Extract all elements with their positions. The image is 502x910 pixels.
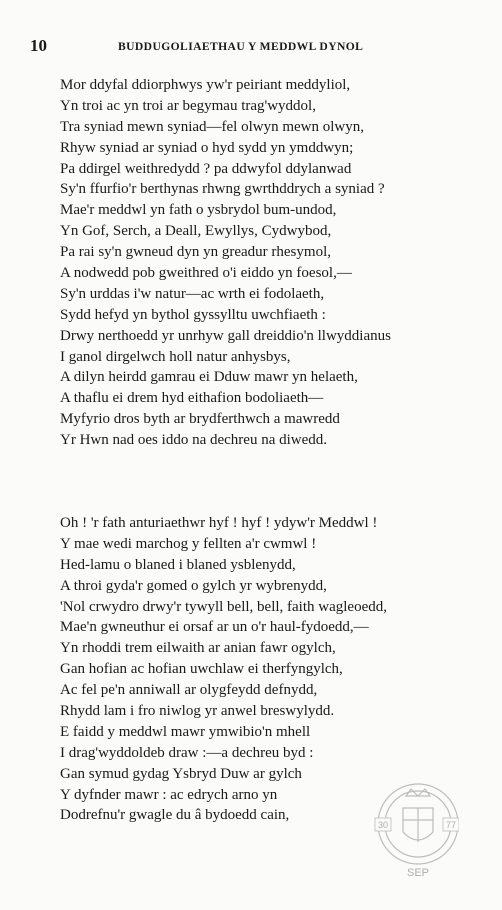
- verse-line: I ganol dirgelwch holl natur anhysbys,: [60, 348, 291, 365]
- verse-line: Sy'n urddas i'w natur—ac wrth ei fodolaeth,: [60, 285, 325, 302]
- library-stamp: [373, 766, 459, 884]
- verse-line: Yr Hwn nad oes iddo na dechreu na diwedd.: [60, 432, 328, 449]
- running-title: BUDDUGOLIAETHAU Y MEDDWL DYNOL: [118, 40, 364, 53]
- verse-line: Gan symud gydag Ysbryd Duw ar gylch: [60, 765, 302, 782]
- stanza-2: [60, 513, 387, 826]
- verse-line: Dodrefnu'r gwagle du â bydoedd cain,: [60, 807, 290, 824]
- verse-line: A dilyn heirdd gamrau ei Dduw mawr yn helaeth,: [60, 369, 358, 386]
- verse-line: E faidd y meddwl mawr ymwibio'n mhell: [60, 723, 311, 740]
- verse-line: Y mae wedi marchog y fellten a'r cwmwl !: [60, 535, 317, 552]
- verse-line: Yn rhoddi trem eilwaith ar anian fawr ogylch,: [60, 640, 336, 657]
- page-number: 10: [30, 36, 47, 55]
- verse-line: Mor ddyfal ddiorphwys yw'r peiriant meddyliol,: [60, 77, 351, 93]
- verse-line: Myfyrio dros byth ar brydferthwch a mawredd: [60, 411, 340, 428]
- verse-line: I drag'wyddoldeb draw :—a dechreu byd :: [60, 744, 314, 761]
- stamp-number-left: 30: [377, 820, 389, 830]
- verse-line: Yn troi ac yn troi ar begymau trag'wyddol,: [60, 97, 316, 114]
- verse-line: Rhyw syniad ar syniad o hyd sydd yn ymddwyn;: [60, 139, 354, 156]
- verse-line: 'Nol crwydro drwy'r tywyll bell, bell, faith wagleoedd,: [60, 598, 387, 615]
- verse-line: A nodwedd pob gweithred o'i eiddo yn foesol,—: [60, 265, 352, 282]
- verse-line: Sy'n ffurfio'r berthynas rhwng gwrthddrych a syniad ?: [60, 181, 385, 198]
- verse-line: A throi gyda'r gomed o gylch yr wybrenydd,: [60, 577, 327, 594]
- verse-line: Yn Gof, Serch, a Deall, Ewyllys, Cydwybod,: [60, 223, 332, 240]
- stamp-date-label: SEP: [406, 867, 430, 879]
- verse-line: A thaflu ei drem hyd eithafion bodoliaeth—: [60, 390, 324, 407]
- stanza-1: [60, 75, 391, 451]
- verse-line: Drwy nerthoedd yr unrhyw gall dreiddio'n llwyddianus: [60, 327, 391, 344]
- stamp-number-right: 77: [445, 820, 457, 830]
- verse-line: Gan hofian ac hofian uwchlaw ei therfyngylch,: [60, 661, 343, 678]
- verse-line: Hed-lamu o blaned i blaned ysblenydd,: [60, 556, 296, 573]
- verse-line: Y dyfnder mawr : ac edrych arno yn: [60, 786, 278, 803]
- verse-line: Mae'r meddwl yn fath o ysbrydol bum-undod,: [60, 202, 337, 219]
- verse-line: Pa ddirgel weithredydd ? pa ddwyfol ddylanwad: [60, 160, 352, 177]
- verse-line: Mae'n gwneuthur ei orsaf ar un o'r haul-fydoedd,—: [60, 619, 369, 636]
- verse-line: Rhydd lam i fro niwlog yr anwel breswylydd.: [60, 703, 335, 720]
- verse-line: Oh ! 'r fath anturiaethwr hyf ! hyf ! ydyw'r Meddwl !: [60, 515, 378, 531]
- verse-line: Ac fel pe'n anniwall ar olygfeydd defnydd,: [60, 682, 318, 699]
- verse-line: Sydd hefyd yn bythol gyssylltu uwchfiaeth :: [60, 306, 326, 323]
- verse-line: Pa rai sy'n gwneud dyn yn greadur rhesymol,: [60, 244, 331, 261]
- verse-line: Tra syniad mewn syniad—fel olwyn mewn olwyn,: [60, 118, 364, 135]
